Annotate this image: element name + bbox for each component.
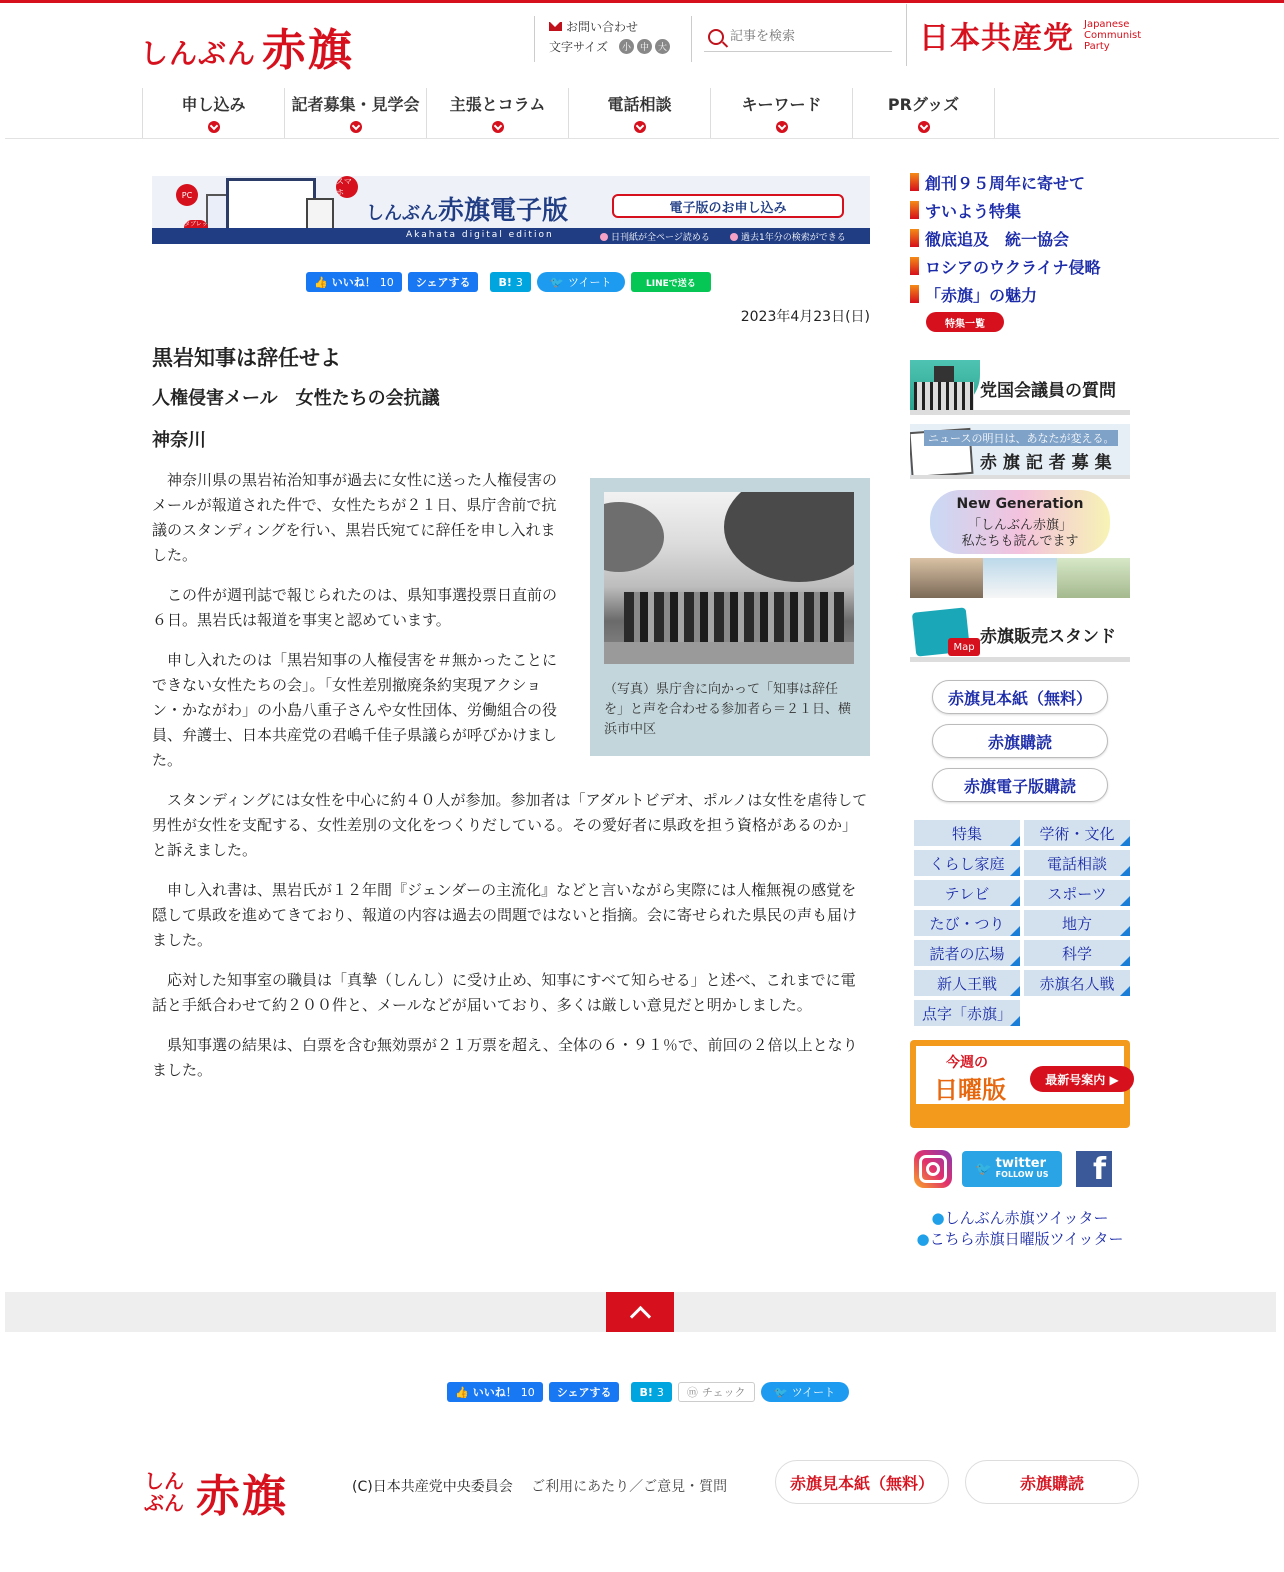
sales-stand-banner[interactable] xyxy=(910,606,1130,662)
category-travel[interactable]: たび・つり xyxy=(914,910,1020,936)
nav-item-keyword[interactable] xyxy=(711,88,853,138)
tweet-label: ツイート xyxy=(791,1386,836,1399)
nav-item-label: PRグッズ xyxy=(887,95,960,114)
twitter-links xyxy=(910,1208,1130,1250)
footer-sample-button[interactable]: 赤旗見本紙（無料） xyxy=(775,1460,949,1504)
sample-paper-button[interactable]: 赤旗見本紙（無料） xyxy=(932,680,1108,714)
mixi-label: チェック xyxy=(701,1386,746,1399)
jcp-en-line-2: Communist xyxy=(1084,29,1142,41)
hatena-bookmark-button[interactable] xyxy=(490,272,530,292)
banner-title-big: 赤旗電子版 xyxy=(438,196,569,226)
bullet-mark xyxy=(910,257,919,275)
category-braille[interactable]: 点字「赤旗」 xyxy=(914,1000,1020,1026)
feature-link-label: ロシアのウクライナ侵略 xyxy=(925,257,1101,277)
like-count: 10 xyxy=(379,275,394,289)
footer-logo-small: しんぶん xyxy=(144,1469,184,1515)
banner-title-small: しんぶん xyxy=(366,203,438,224)
tweet-button[interactable] xyxy=(537,272,625,292)
reporter-banner-tagline: ニュースの明日は、あなたが変える。 xyxy=(924,430,1118,446)
feature-link-appeal[interactable] xyxy=(910,280,1101,308)
feature-links xyxy=(910,168,1101,308)
footer-logo[interactable] xyxy=(144,1460,288,1524)
line-send-button[interactable]: LINEで送る xyxy=(631,272,711,292)
nav-item-recruit[interactable] xyxy=(285,88,427,138)
article-photo xyxy=(604,492,854,664)
chevron-down-icon xyxy=(918,121,930,133)
nav-divider xyxy=(5,138,1279,139)
article-subhead: 人権侵害メール 女性たちの会抗議 xyxy=(152,388,440,409)
like-label: いいね！ xyxy=(331,276,376,289)
twitter-link-label: こちら赤旗日曜版ツイッター xyxy=(929,1230,1124,1248)
twitter-link-akahata[interactable]: ●しんぶん赤旗ツイッター xyxy=(931,1209,1109,1227)
nav-item-phone[interactable] xyxy=(569,88,711,138)
feature-link-95th[interactable] xyxy=(910,168,1101,196)
jcp-logo[interactable] xyxy=(906,4,1141,66)
twitter-link-sunday[interactable]: ●こちら赤旗日曜版ツイッター xyxy=(916,1230,1124,1248)
tablet-badge: タブレッ xyxy=(184,220,208,236)
font-size-large-button[interactable]: 大 xyxy=(655,39,670,54)
mixi-icon: ⓜ xyxy=(686,1386,698,1399)
jcp-en-line-3: Party xyxy=(1084,40,1110,52)
thumbs-up-icon: 👍 xyxy=(455,1385,469,1399)
back-to-top-button[interactable] xyxy=(606,1292,674,1332)
twitter-bird-icon: 🐦 xyxy=(975,1161,992,1177)
feature-link-label: すいよう特集 xyxy=(925,201,1022,221)
digital-apply-button[interactable]: 電子版のお申し込み xyxy=(612,194,844,218)
chevron-down-icon xyxy=(634,121,646,133)
article-paragraph: 応対した知事室の職員は「真摯（しんし）に受け止め、知事にすべて知らせる」と述べ、これまでに電話と手紙合わせて約２００件と、メールなどが届いており、多くは厳しい意見だと明かしました。 xyxy=(152,971,856,1014)
diet-banner-label: 党国会議員の質問 xyxy=(980,381,1116,401)
jcp-logo-en xyxy=(1084,19,1141,52)
site-logo[interactable] xyxy=(140,14,354,78)
reader-photos xyxy=(910,558,1130,598)
instagram-icon[interactable] xyxy=(914,1150,952,1188)
facebook-icon[interactable]: f xyxy=(1076,1151,1112,1187)
subscribe-button[interactable]: 赤旗購読 xyxy=(932,724,1108,758)
bullet-mark xyxy=(910,201,919,219)
sunday-top-label: 今週の xyxy=(946,1055,988,1071)
category-life[interactable]: くらし家庭 xyxy=(914,850,1020,876)
photo-box xyxy=(590,478,870,756)
nav-item-apply[interactable] xyxy=(143,88,285,138)
footer-subscribe-button[interactable]: 赤旗購読 xyxy=(965,1460,1139,1504)
logo-small-text: しんぶん xyxy=(140,37,257,70)
new-gen-line-3: 私たちも読んでます xyxy=(961,534,1079,549)
digital-edition-banner[interactable] xyxy=(152,176,870,244)
hatena-bookmark-button[interactable] xyxy=(631,1382,671,1402)
diet-questions-banner[interactable] xyxy=(910,360,1130,415)
mail-icon xyxy=(549,22,562,31)
nav-item-label: 記者募集・見学会 xyxy=(291,95,420,114)
sns-links xyxy=(914,1150,1112,1188)
chevron-down-icon xyxy=(208,121,220,133)
sunday-big-label: 日曜版 xyxy=(934,1076,1006,1104)
category-sports[interactable]: スポーツ xyxy=(1024,880,1130,906)
like-count: 10 xyxy=(520,1385,535,1399)
sunday-latest-button[interactable]: 最新号案内 ▶ xyxy=(1030,1066,1134,1092)
nav-item-label: 電話相談 xyxy=(607,95,672,114)
feature-list-button[interactable]: 特集一覧 xyxy=(926,312,1004,332)
nav-item-column[interactable] xyxy=(427,88,569,138)
category-rookie-go[interactable]: 新人王戦 xyxy=(914,970,1020,996)
hatena-label: B! xyxy=(498,275,512,289)
reporter-banner-label: 赤 旗 記 者 募 集 xyxy=(980,453,1112,473)
article-paragraph: 県知事選の結果は、白票を含む無効票が２１万票を超え、全体の６・９１％で、前回の２倍以上となりました。 xyxy=(152,1036,858,1079)
article-date: 2023年4月23日(日) xyxy=(740,309,870,325)
font-size-label: 文字サイズ xyxy=(549,39,609,54)
category-tv[interactable]: テレビ xyxy=(914,880,1020,906)
hatena-count: 3 xyxy=(656,1385,664,1399)
category-meijin-go[interactable]: 赤旗名人戦 xyxy=(1024,970,1130,996)
bullet-mark xyxy=(910,173,919,191)
feature-link-ukraine[interactable] xyxy=(910,252,1101,280)
sales-stand-label: 赤旗販売スタンド xyxy=(980,627,1116,647)
facebook-share-button[interactable]: シェアする xyxy=(408,272,479,292)
search-input[interactable] xyxy=(730,29,880,44)
feature-link-unification[interactable] xyxy=(910,224,1101,252)
bullet-mark xyxy=(910,285,919,303)
search-box xyxy=(704,22,892,52)
twitter-link-label: しんぶん赤旗ツイッター xyxy=(944,1209,1109,1227)
twitter-follow-button[interactable] xyxy=(962,1151,1062,1187)
twitter-follow-text: twitter FOLLOW US xyxy=(995,1156,1049,1179)
category-local[interactable]: 地方 xyxy=(1024,910,1130,936)
feature-link-label: 「赤旗」の魅力 xyxy=(925,285,1038,305)
sunday-inner xyxy=(916,1046,1124,1104)
copyright-text: (C)日本共産党中央委員会 xyxy=(352,1479,513,1495)
photo-caption: （写真）県庁舎に向かって「知事は辞任を」と声を合わせる参加者ら＝２１日、横浜市中区 xyxy=(604,682,852,737)
thumbs-up-icon: 👍 xyxy=(314,275,328,289)
article-paragraph: 申し入れ書は、黒岩氏が１２年間『ジェンダーの主流化』などと言いながら実際には人権無視の感覚を隠して県政を進めてきており、報道の内容は過去の問題ではないと指摘。会に寄せられた県民の声も届けました。 xyxy=(152,881,858,949)
contact-link[interactable] xyxy=(549,16,691,36)
like-label: いいね！ xyxy=(472,1386,517,1399)
logo-big-text: 赤旗 xyxy=(262,25,355,76)
usage-link[interactable]: ご利用にあたり／ご意見・質問 xyxy=(531,1479,728,1495)
chevron-down-icon xyxy=(776,121,788,133)
hatena-label: B! xyxy=(639,1385,653,1399)
footer-logo-big: 赤旗 xyxy=(196,1471,288,1522)
jcp-logo-jp: 日本共産党 xyxy=(919,21,1074,56)
map-icon: Map xyxy=(948,638,980,656)
search-icon[interactable] xyxy=(708,29,724,45)
utility-box xyxy=(534,16,692,62)
new-generation-banner[interactable] xyxy=(910,490,1130,598)
facebook-like-button[interactable] xyxy=(447,1382,543,1402)
font-size-small-button[interactable]: 小 xyxy=(619,39,634,54)
article-region: 神奈川 xyxy=(152,430,206,451)
category-grid xyxy=(914,820,1130,1026)
facebook-share-button[interactable]: シェアする xyxy=(549,1382,620,1402)
category-feature[interactable]: 特集 xyxy=(914,820,1020,846)
article-headline: 黒岩知事は辞任せよ xyxy=(152,346,341,370)
twitter-bird-icon: 🐦 xyxy=(550,275,565,289)
feature-link-wednesday[interactable] xyxy=(910,196,1101,224)
nav-item-label: 主張とコラム xyxy=(449,95,546,114)
diet-building-icon xyxy=(914,382,974,410)
mixi-check-button[interactable] xyxy=(678,1382,755,1402)
article-paragraph: この件が週刊誌で報じられたのは、県知事選投票日直前の６日。黒岩氏は報道を事実と認めています。 xyxy=(152,586,558,629)
digital-subscribe-button[interactable]: 赤旗電子版購読 xyxy=(932,768,1108,802)
tweet-button[interactable] xyxy=(761,1382,849,1402)
article-body xyxy=(152,468,870,1098)
article-paragraph: 神奈川県の黒岩祐治知事が過去に女性に送った人権侵害のメールが報道された件で、女性たちが２１日、県庁舎前で抗議のスタンディングを行い、黒岩氏宛てに辞任を申し入れました。 xyxy=(152,471,558,564)
category-science[interactable]: 科学 xyxy=(1024,940,1130,966)
article-paragraph: スタンディングには女性を中心に約４０人が参加。参加者は「アダルトビデオ、ポルノは女性を虐待して男性が女性を支配する、女性差別の文化をつくりだしている。その愛好者に県政を担う資格があるのか」と訴えました。 xyxy=(152,791,868,859)
nav-item-goods[interactable] xyxy=(853,88,995,138)
share-bar-top xyxy=(306,272,711,292)
contact-label: お問い合わせ xyxy=(566,19,639,34)
share-bar-bottom xyxy=(447,1382,849,1402)
category-culture[interactable]: 学術・文化 xyxy=(1024,820,1130,846)
feature-link-label: 徹底追及 統一協会 xyxy=(925,229,1070,249)
hatena-count: 3 xyxy=(515,275,523,289)
category-phone[interactable]: 電話相談 xyxy=(1024,850,1130,876)
main-nav xyxy=(142,88,995,138)
footer-copyright-area xyxy=(352,1476,727,1496)
new-gen-line-1: New Generation xyxy=(956,496,1084,512)
banner-feature-1: 日刊紙が全ページ読める xyxy=(600,230,710,243)
top-accent-line xyxy=(0,0,1284,3)
article-paragraph: 申し入れたのは「黒岩知事の人権侵害を＃無かったことにできない女性たちの会」。「女性差別撤廃条約実現アクション・かながわ」の小島八重子さんや女性団体、労働組合の役員、弁護士、日本共産党の君嶋千佳子県議らが呼びかけました。 xyxy=(152,651,558,769)
nav-item-label: 申し込み xyxy=(181,95,246,114)
nav-item-label: キーワード xyxy=(741,95,822,114)
twitter-bird-icon: 🐦 xyxy=(773,1385,788,1399)
tweet-label: ツイート xyxy=(568,276,612,289)
new-gen-line-2: 「しんぶん赤旗」 xyxy=(967,518,1072,533)
pc-badge: PC xyxy=(176,184,198,206)
phone-badge: スマホ xyxy=(336,176,358,198)
jcp-en-line-1: Japanese xyxy=(1084,18,1130,30)
reporter-recruit-banner[interactable] xyxy=(910,424,1130,479)
banner-title xyxy=(366,190,568,227)
banner-feature-2: 過去1年分の検索ができる xyxy=(730,230,846,243)
font-size-medium-button[interactable]: 中 xyxy=(637,39,652,54)
banner-subtitle: Akahata digital edition xyxy=(406,230,554,240)
chevron-down-icon xyxy=(350,121,362,133)
feature-link-label: 創刊９５周年に寄せて xyxy=(925,173,1086,193)
font-size-control xyxy=(549,36,691,56)
chevron-down-icon xyxy=(492,121,504,133)
bullet-mark xyxy=(910,229,919,247)
facebook-like-button[interactable] xyxy=(306,272,402,292)
sunday-edition-banner[interactable] xyxy=(910,1040,1130,1128)
category-readers[interactable]: 読者の広場 xyxy=(914,940,1020,966)
